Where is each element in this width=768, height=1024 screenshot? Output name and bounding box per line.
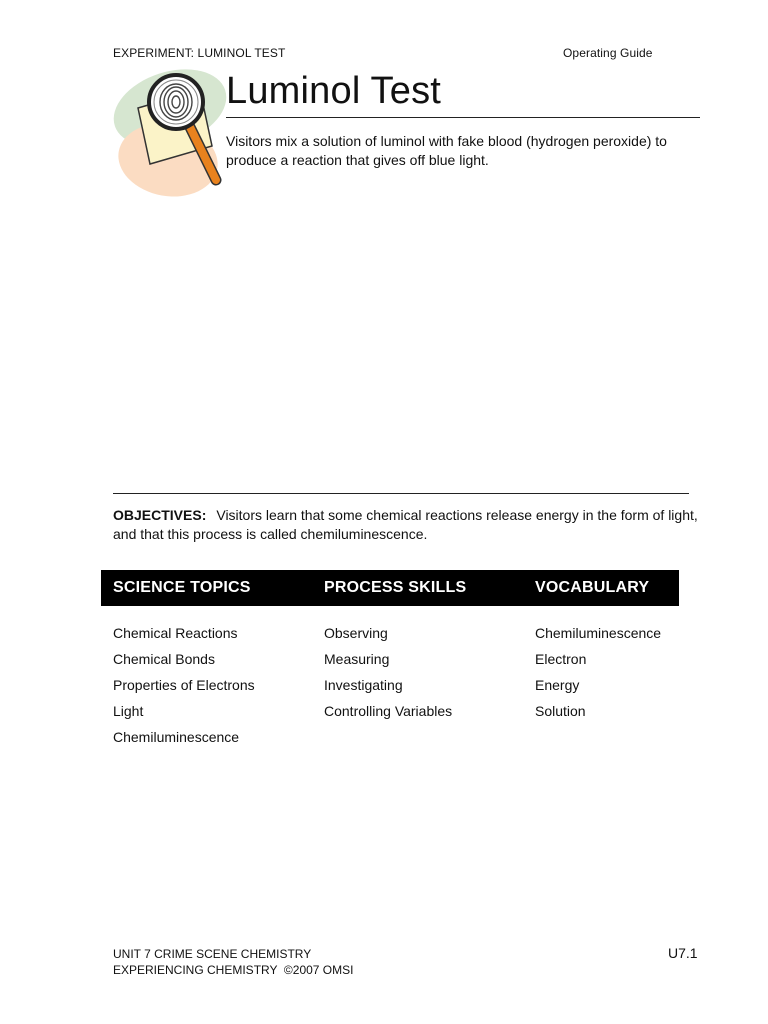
science-topics-list	[113, 624, 255, 754]
list-item: Chemical Bonds	[113, 651, 215, 667]
header-guide-type: Operating Guide	[563, 46, 653, 60]
vocabulary-list	[535, 624, 661, 728]
list-item: Chemiluminescence	[113, 729, 240, 745]
list-item: Measuring	[324, 651, 390, 667]
page-title: Luminol Test	[226, 70, 442, 112]
process-skills-list	[324, 624, 452, 728]
list-item: Energy	[535, 677, 580, 693]
list-item: Investigating	[324, 677, 403, 693]
header-unit-title: EXPERIMENT: LUMINOL TEST	[113, 46, 286, 60]
list-item: Chemiluminescence	[535, 625, 662, 641]
experiment-summary: Visitors mix a solution of luminol with fake blood (hydrogen peroxide) to produce a reaction that gives off blue light.	[226, 133, 667, 168]
footer-unit-line: UNIT 7 CRIME SCENE CHEMISTRY	[113, 947, 312, 961]
vocabulary-heading: VOCABULARY	[535, 579, 650, 596]
magnifying-glass-fingerprint-icon	[108, 68, 232, 198]
process-skills-heading: PROCESS SKILLS	[324, 579, 467, 596]
objectives-divider	[113, 493, 689, 494]
objectives-text: Visitors learn that some chemical reactions release energy in the form of light, and that this process is called chemiluminescence.	[113, 507, 698, 542]
list-item: Light	[113, 703, 144, 719]
title-divider	[226, 117, 700, 118]
list-item: Solution	[535, 703, 586, 719]
list-item: Observing	[324, 625, 388, 641]
list-item: Properties of Electrons	[113, 677, 255, 693]
objectives-paragraph	[113, 506, 703, 544]
page-number: U7.1	[668, 945, 698, 961]
list-item: Controlling Variables	[324, 703, 453, 719]
list-item: Electron	[535, 651, 587, 667]
science-topics-heading: SCIENCE TOPICS	[113, 579, 251, 596]
footer-copyright-line: EXPERIENCING CHEMISTRY ©2007 OMSI	[113, 963, 354, 977]
list-item: Chemical Reactions	[113, 625, 238, 641]
objectives-label: OBJECTIVES:	[113, 507, 207, 523]
footer-credits	[113, 946, 353, 978]
